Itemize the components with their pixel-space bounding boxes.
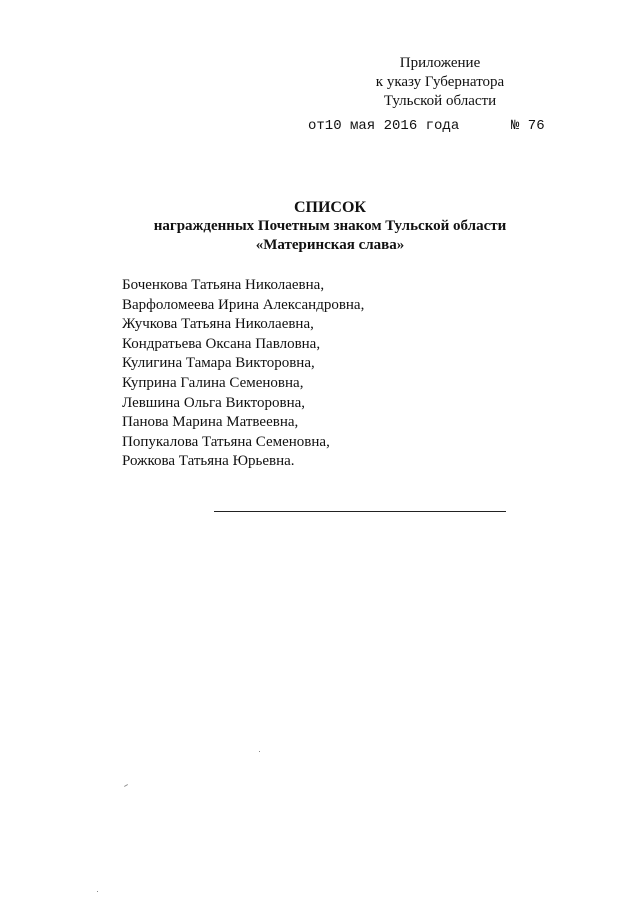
list-item: Боченкова Татьяна Николаевна, (122, 277, 325, 293)
title-award-name: «Материнская слава» (255, 237, 405, 253)
annex-label: Приложение (399, 55, 481, 71)
title-subheading: награжденных Почетным знаком Тульской области (153, 218, 507, 234)
scan-speck (259, 751, 260, 752)
decree-line (0, 116, 640, 136)
list-item: Куприна Галина Семеновна, (122, 374, 304, 391)
annex-region: Тульской области (383, 93, 497, 109)
title-heading: СПИСОК (293, 199, 367, 216)
separator-line (214, 511, 506, 512)
scan-speck (124, 784, 128, 787)
scan-speck (97, 891, 98, 892)
awardee-list (122, 276, 364, 472)
list-item: Варфоломеева Ирина Александровна, (122, 296, 365, 313)
decree-number: № 76 (511, 118, 545, 134)
list-item: Панова Марина Матвеевна, (122, 414, 299, 431)
document-title (120, 198, 540, 255)
list-item: Попукалова Татьяна Семеновна, (122, 433, 330, 450)
annex-reference: к указу Губернатора (375, 74, 505, 90)
list-item: Кондратьева Оксана Павловна, (122, 335, 321, 352)
list-item: Рожкова Татьяна Юрьевна. (122, 453, 295, 470)
decree-date: от10 мая 2016 года (308, 118, 460, 134)
list-item: Кулигина Тамара Викторовна, (122, 355, 315, 372)
list-item: Левшина Ольга Викторовна, (122, 394, 306, 411)
list-item: Жучкова Татьяна Николаевна, (122, 316, 314, 333)
annex-header (360, 54, 520, 111)
